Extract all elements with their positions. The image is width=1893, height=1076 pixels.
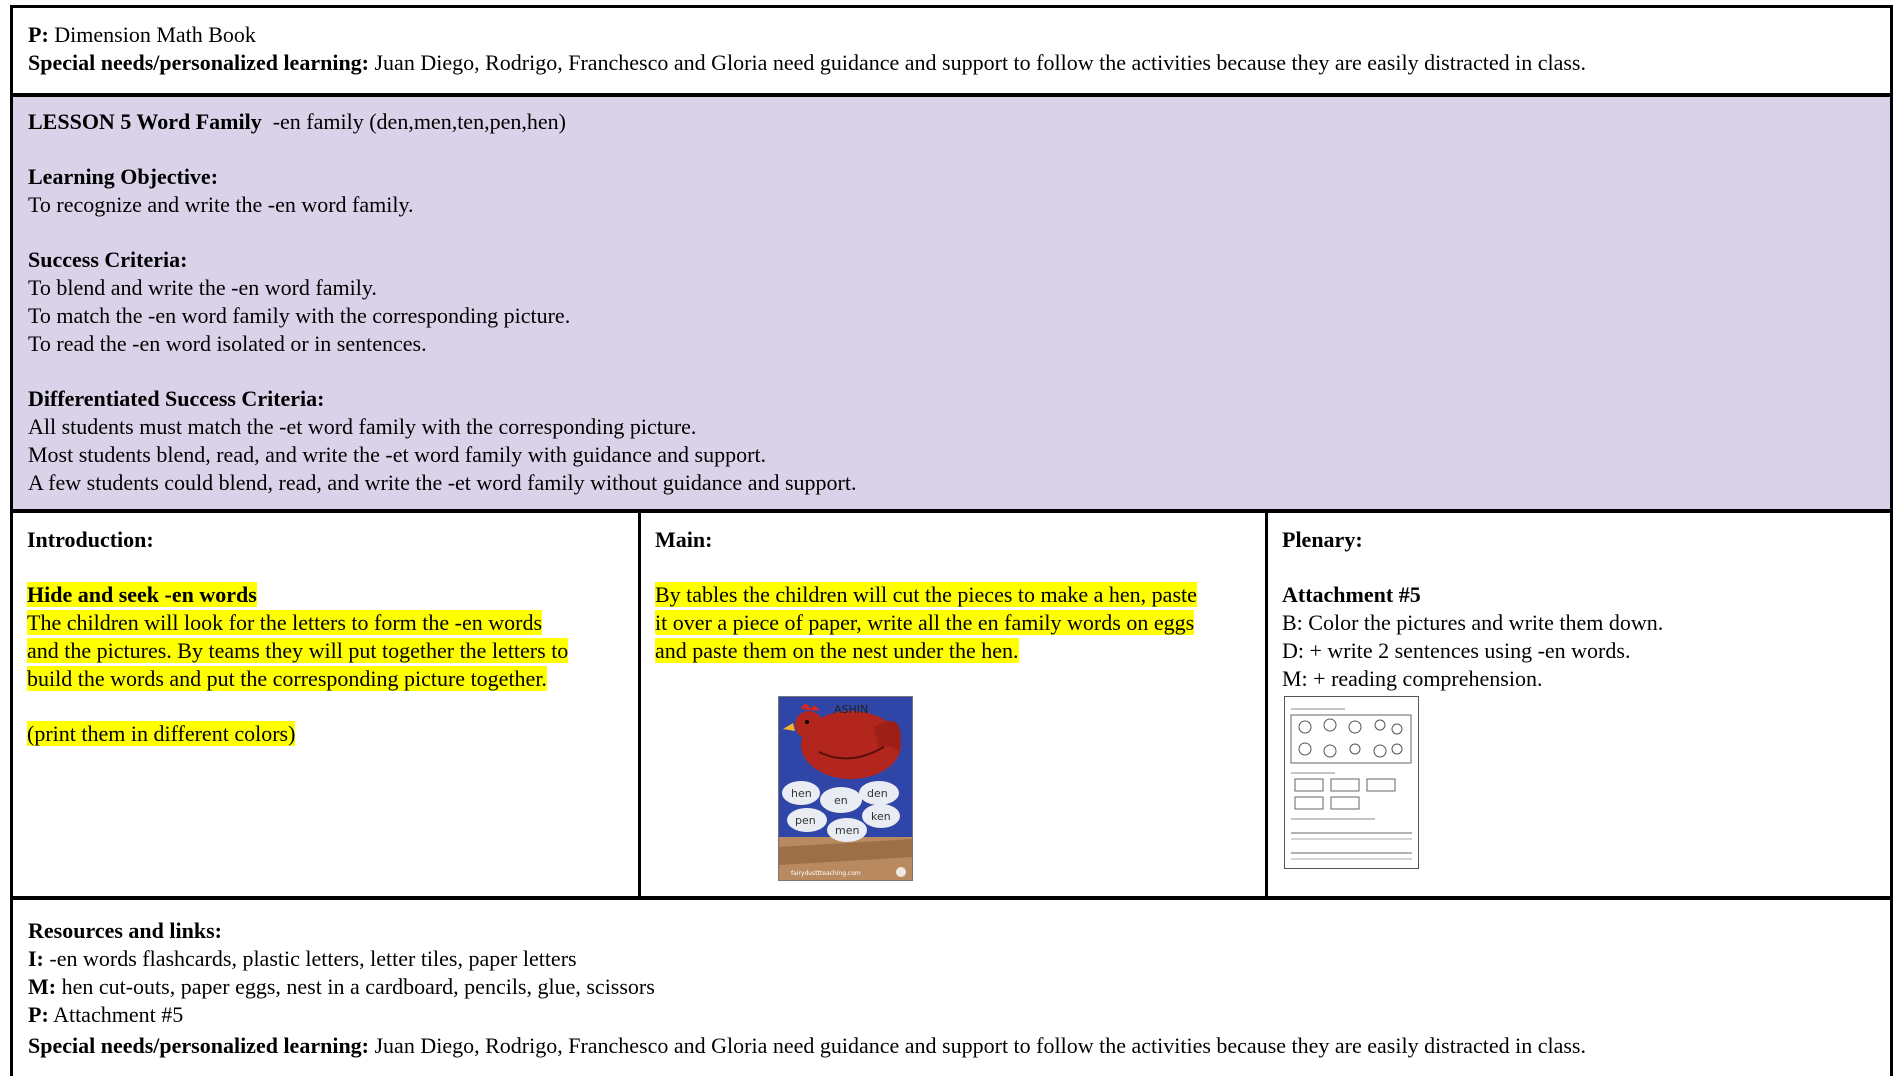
objective-text: To recognize and write the -en word family. bbox=[28, 192, 414, 217]
success-item: To match the -en word family with the corresponding picture. bbox=[28, 303, 571, 328]
lesson-title-line bbox=[28, 108, 1875, 136]
lesson-subtitle: -en family (den,men,ten,pen,hen) bbox=[272, 109, 566, 134]
special-needs-label: Special needs/personalized learning: bbox=[28, 50, 369, 75]
attachment-title: Attachment #5 bbox=[1282, 582, 1421, 607]
intro-text-line: and the pictures. By teams they will put together the letters to bbox=[27, 638, 569, 663]
success-item: To read the -en word isolated or in sentences. bbox=[28, 331, 427, 356]
activities-section bbox=[10, 509, 1893, 900]
resources-special-needs-label: Special needs/personalized learning: bbox=[28, 1033, 369, 1058]
plenary-line: D: + write 2 sentences using -en words. bbox=[1282, 638, 1631, 663]
resource-p-label: P: bbox=[28, 1002, 49, 1027]
egg-label: men bbox=[835, 824, 860, 837]
hen-craft-drawing bbox=[779, 697, 912, 880]
introduction-heading: Introduction: bbox=[27, 527, 154, 552]
differentiated-criteria-label: Differentiated Success Criteria: bbox=[28, 386, 325, 411]
success-item: To blend and write the -en word family. bbox=[28, 275, 377, 300]
intro-text-line: The children will look for the letters to form the -en words bbox=[27, 610, 543, 635]
egg-label: en bbox=[834, 794, 848, 807]
main-text-line: it over a piece of paper, write all the en family words on eggs bbox=[655, 610, 1195, 635]
resources-special-needs-value: Juan Diego, Rodrigo, Franchesco and Gloria need guidance and support to follow the activities because they are easily distracted in class. bbox=[374, 1033, 1586, 1058]
resource-i-value: -en words flashcards, plastic letters, letter tiles, paper letters bbox=[49, 946, 577, 971]
egg-label: hen bbox=[791, 787, 812, 800]
plenary-line: M: + reading comprehension. bbox=[1282, 666, 1543, 691]
intro-note: (print them in different colors) bbox=[27, 721, 296, 746]
egg-label: ken bbox=[871, 810, 891, 823]
differentiated-item: All students must match the -et word family with the corresponding picture. bbox=[28, 414, 697, 439]
plenary-heading: Plenary: bbox=[1282, 527, 1363, 552]
attachment-thumbnail bbox=[1284, 696, 1419, 869]
resource-p-value: Attachment #5 bbox=[53, 1002, 184, 1027]
differentiated-item: Most students blend, read, and write the -et word family with guidance and support. bbox=[28, 442, 767, 467]
image-watermark: fairydusttteaching.com bbox=[791, 870, 861, 877]
lesson-title: LESSON 5 Word Family bbox=[28, 109, 262, 134]
p-line bbox=[28, 21, 1875, 49]
objective-label: Learning Objective: bbox=[28, 164, 219, 189]
egg-label: pen bbox=[795, 814, 816, 827]
introduction-column bbox=[13, 512, 641, 897]
hen-craft-image bbox=[778, 696, 913, 881]
p-label: P: bbox=[28, 22, 49, 47]
main-text-line: By tables the children will cut the pieces to make a hen, paste bbox=[655, 582, 1197, 607]
lesson-section bbox=[10, 93, 1893, 513]
hen-top-writing: ASHIN bbox=[834, 703, 869, 716]
main-heading: Main: bbox=[655, 527, 713, 552]
resources-section bbox=[10, 896, 1893, 1076]
header-section bbox=[10, 5, 1893, 97]
differentiated-item: A few students could blend, read, and write the -et word family without guidance and support. bbox=[28, 470, 857, 495]
success-criteria-label: Success Criteria: bbox=[28, 247, 188, 272]
p-value: Dimension Math Book bbox=[54, 22, 256, 47]
resource-m-label: M: bbox=[28, 974, 57, 999]
main-column bbox=[641, 512, 1268, 897]
special-needs-value: Juan Diego, Rodrigo, Franchesco and Gloria need guidance and support to follow the activities because they are easily distracted in class. bbox=[374, 50, 1586, 75]
resource-i-label: I: bbox=[28, 946, 44, 971]
special-needs-line bbox=[28, 49, 1875, 77]
resource-m-value: hen cut-outs, paper eggs, nest in a cardboard, pencils, glue, scissors bbox=[61, 974, 655, 999]
egg-label: den bbox=[867, 787, 888, 800]
plenary-line: B: Color the pictures and write them down. bbox=[1282, 610, 1664, 635]
intro-text-line: build the words and put the corresponding picture together. bbox=[27, 666, 547, 691]
worksheet-drawing bbox=[1285, 697, 1418, 868]
main-text-line: and paste them on the nest under the hen. bbox=[655, 638, 1019, 663]
intro-activity-title: Hide and seek -en words bbox=[27, 582, 257, 607]
resources-heading: Resources and links: bbox=[28, 918, 222, 943]
